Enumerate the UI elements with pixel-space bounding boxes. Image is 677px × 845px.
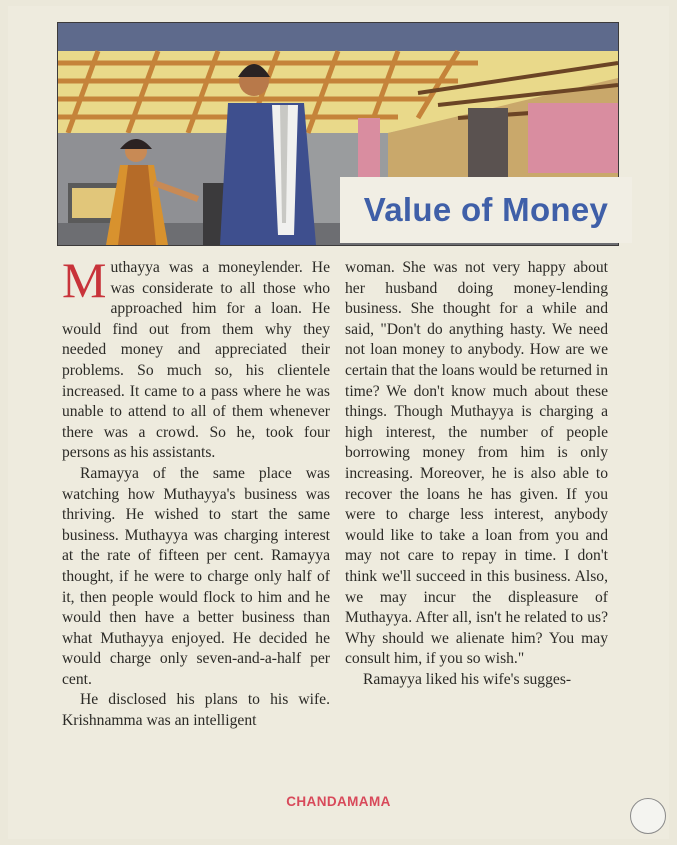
paragraph: Ramayya of the same place was watching how Muthayya's business was thriving. He wished to start the same business. Muthayya was charging interest at the rate of fifteen per cent. Ramayya thought, if he were to charge only half of it, then people would flock to him and he would then have a better business than what Muthayya enjoyed. He decided he would charge only seven-and-a-half per cent.	[62, 464, 330, 688]
paragraph	[62, 252, 330, 464]
magazine-footer: CHANDAMAMA	[286, 794, 391, 809]
paragraph-text: uthayya was a moneylender. He was considerate to all those who approached him for a loan. He would find out from them why they needed money and appreciated their problems. So much so, his clientele increased. It came to a pass where he was unable to attend to all of them whenever there was a crowd. So he, took four persons as his assistants.	[62, 259, 330, 462]
story-title: Value of Money	[363, 191, 609, 228]
library-stamp-icon	[630, 798, 666, 834]
title-panel	[340, 177, 632, 243]
paragraph: Ramayya liked his wife's sugges-	[363, 670, 572, 688]
right-column	[345, 258, 608, 690]
paragraph: woman. She was not very happy about her husband doing money-lending business. She thought for a while and said, "Don't do anything hasty. We need not loan money to anybody. How are we certain that the loans would be returned in time? We don't know much about these things. Though Muthayya is charging a high interest, the number of people borrowing money from him is only increasing. Moreover, he is also able to recover the loans he has given. If you were to charge less interest, anybody would like to take a loan from you and may not care to repay in time. I don't think we'll succeed in this business. Also, we may incur the displeasure of Muthayya. After all, isn't he related to us? Why should we alienate him? You may consult him, if you so wish."	[345, 259, 608, 668]
paragraph: He disclosed his plans to his wife. Krishnamma was an intelligent	[62, 691, 330, 730]
left-column	[62, 252, 330, 732]
drop-cap: M	[62, 252, 107, 308]
